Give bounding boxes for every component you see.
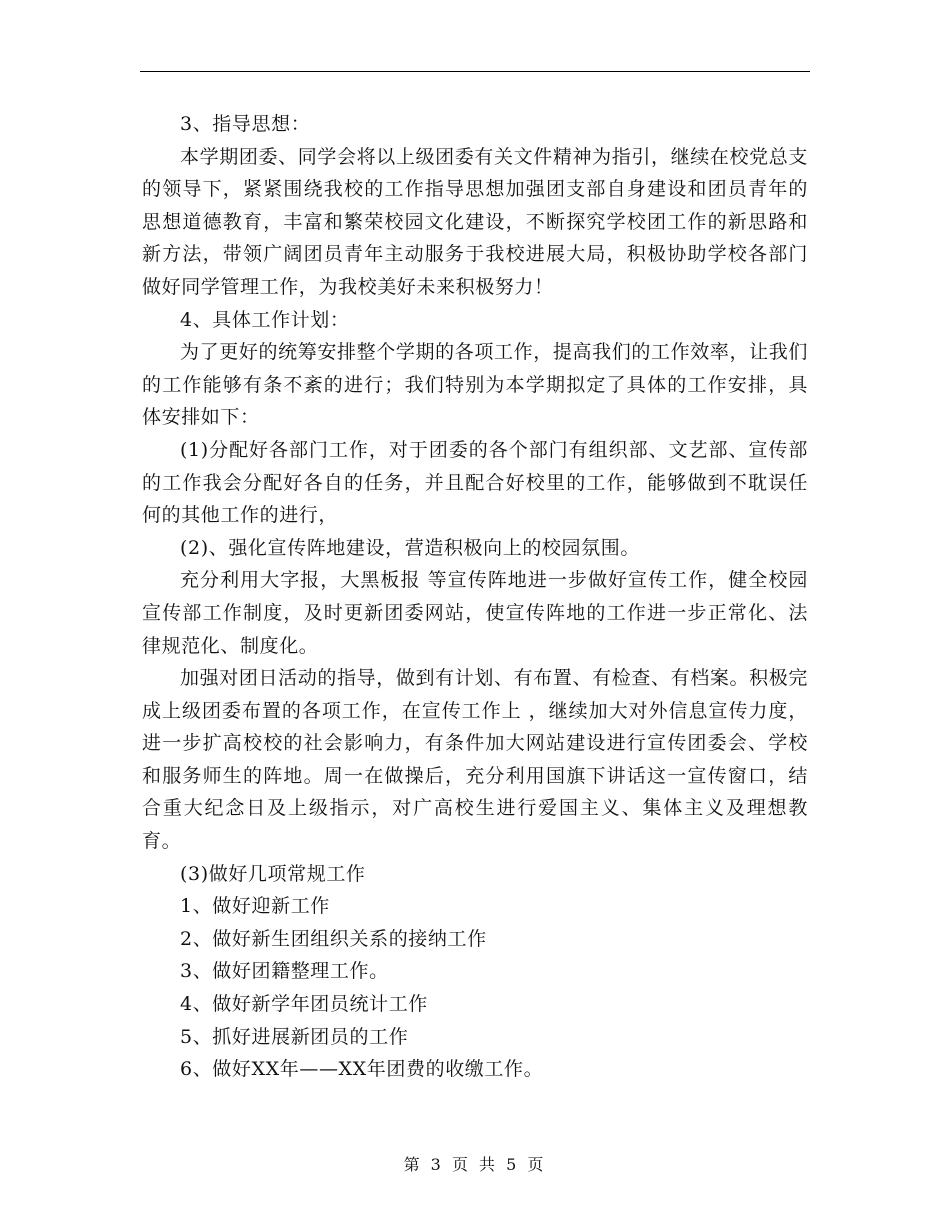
document-body [142,108,808,1086]
paragraph-heading-work-plan: 4、具体工作计划： [180,308,350,331]
paragraph: 本学期团委、同学会将以上级团委有关文件精神为指引，继续在校党总支的领导下，紧紧围绕我校的工作指导思想加强团支部自身建设和团员青年的思想道德教育，丰富和繁荣校园文化建设，不断探究学校团工作的新思路和新方法，带领广阔团员青年主动服务于我校进展大局，积极协助学校各部门做好同学管理工作，为我校美好未来积极努力！ [142,145,808,298]
paragraph: (1)分配好各部门工作，对于团委的各个部门有组织部、文艺部、宣传部的工作我会分配好各自的任务，并且配合好校里的工作，能够做到不耽误任何的其他工作的进行， [142,438,808,527]
header-rule [140,71,810,72]
page-number-footer: 第 3 页 共 5 页 [403,1155,547,1174]
paragraph-heading-guiding-ideology: 3、指导思想： [180,113,311,135]
list-item: 5、抓好进展新团员的工作 [180,1025,409,1048]
paragraph: 加强对团日活动的指导，做到有计划、有布置、有检查、有档案。积极完成上级团委布置的各项工作，在宣传工作上 ，继续加大对外信息宣传力度，进一步扩高校校的社会影响力，有条件加大网站建设进行宣传团委会、学校和服务师生的阵地。周一在做操后，充分利用国旗下讲话这一宣传窗口，结合重大纪念日及上级指示，对广高校生进行爱国主义、集体主义及理想教育。 [142,667,808,853]
list-item: 1、做好迎新工作 [180,895,330,918]
list-item: 3、做好团籍整理工作。 [180,960,389,983]
list-item: 4、做好新学年团员统计工作 [180,993,428,1016]
paragraph: 充分利用大字报，大黑板报 等宣传阵地进一步做好宣传工作，健全校园宣传部工作制度，及时更新团委网站，使宣传阵地的工作进一步正常化、法律规范化、制度化。 [142,569,808,657]
list-item: 2、做好新生团组织关系的接纳工作 [180,927,487,950]
list-item: 6、做好XX年——XX年团费的收缴工作。 [180,1058,544,1081]
paragraph: (3)做好几项常规工作 [180,862,366,885]
paragraph: 为了更好的统筹安排整个学期的各项工作，提高我们的工作效率，让我们的工作能够有条不紊的进行；我们特别为本学期拟定了具体的工作安排，具体安排如下： [142,341,808,429]
paragraph: (2)、强化宣传阵地建设，营造积极向上的校园氛围。 [180,536,640,559]
